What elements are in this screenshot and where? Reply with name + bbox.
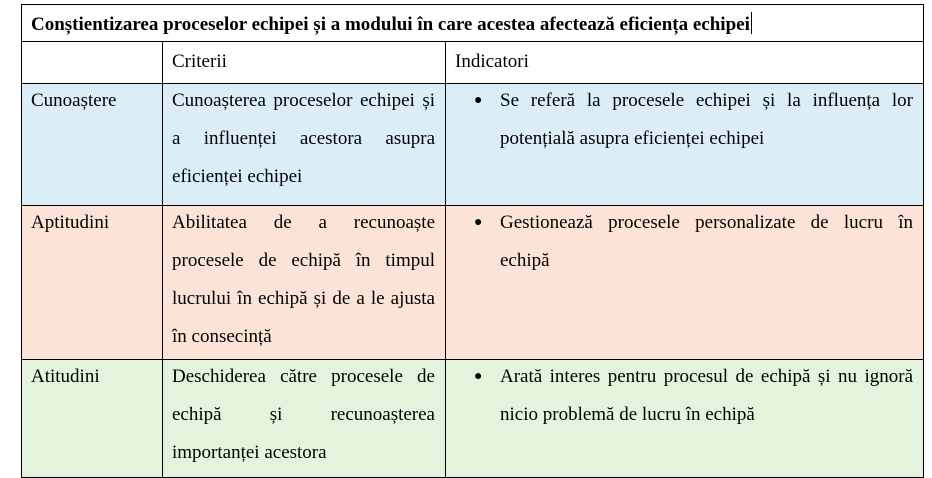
indicator-cell [446, 360, 924, 478]
table-row [22, 360, 924, 478]
category-cell [22, 360, 163, 478]
bullet-icon: ● [474, 215, 483, 230]
criteria-cell [163, 360, 446, 478]
header-empty-cell [22, 42, 163, 84]
table-title: Conștientizarea proceselor echipei și a modului în care acestea afectează eficiența echipei [31, 14, 750, 35]
header-criteria: Criterii [163, 42, 446, 84]
indicator-text: Arată interes pentru procesul de echipă și nu ignoră nicio problemă de lucru în echipă [500, 366, 914, 425]
criteria-cell [163, 206, 446, 360]
category-label: Aptitudini [31, 212, 110, 233]
indicator-cell [446, 84, 924, 206]
category-cell [22, 206, 163, 360]
bullet-icon: ● [474, 369, 483, 384]
criteria-text: Deschiderea către procesele de echipă și recunoașterea importanței acestora [172, 366, 435, 463]
criteria-cell [163, 84, 446, 206]
table-title-cell [22, 5, 924, 42]
indicator-text: Se referă la procesele echipei și la influența lor potențială asupra eficienței echipei [500, 90, 914, 149]
bullet-icon: ● [474, 93, 483, 108]
criteria-text: Abilitatea de a recunoaște procesele de echipă în timpul lucrului în echipă și de a le ajusta în consecință [172, 212, 435, 347]
indicator-cell [446, 206, 924, 360]
category-cell [22, 84, 163, 206]
table-row [22, 206, 924, 360]
indicator-text: Gestionează procesele personalizate de lucru în echipă [500, 212, 914, 271]
header-indicators: Indicatori [446, 42, 924, 84]
competency-table [21, 4, 924, 478]
category-label: Cunoaștere [31, 90, 117, 111]
table-row [22, 84, 924, 206]
text-cursor [751, 12, 752, 34]
criteria-text: Cunoașterea proceselor echipei și a influenței acestora asupra eficienței echipei [172, 90, 435, 187]
category-label: Atitudini [31, 366, 100, 387]
